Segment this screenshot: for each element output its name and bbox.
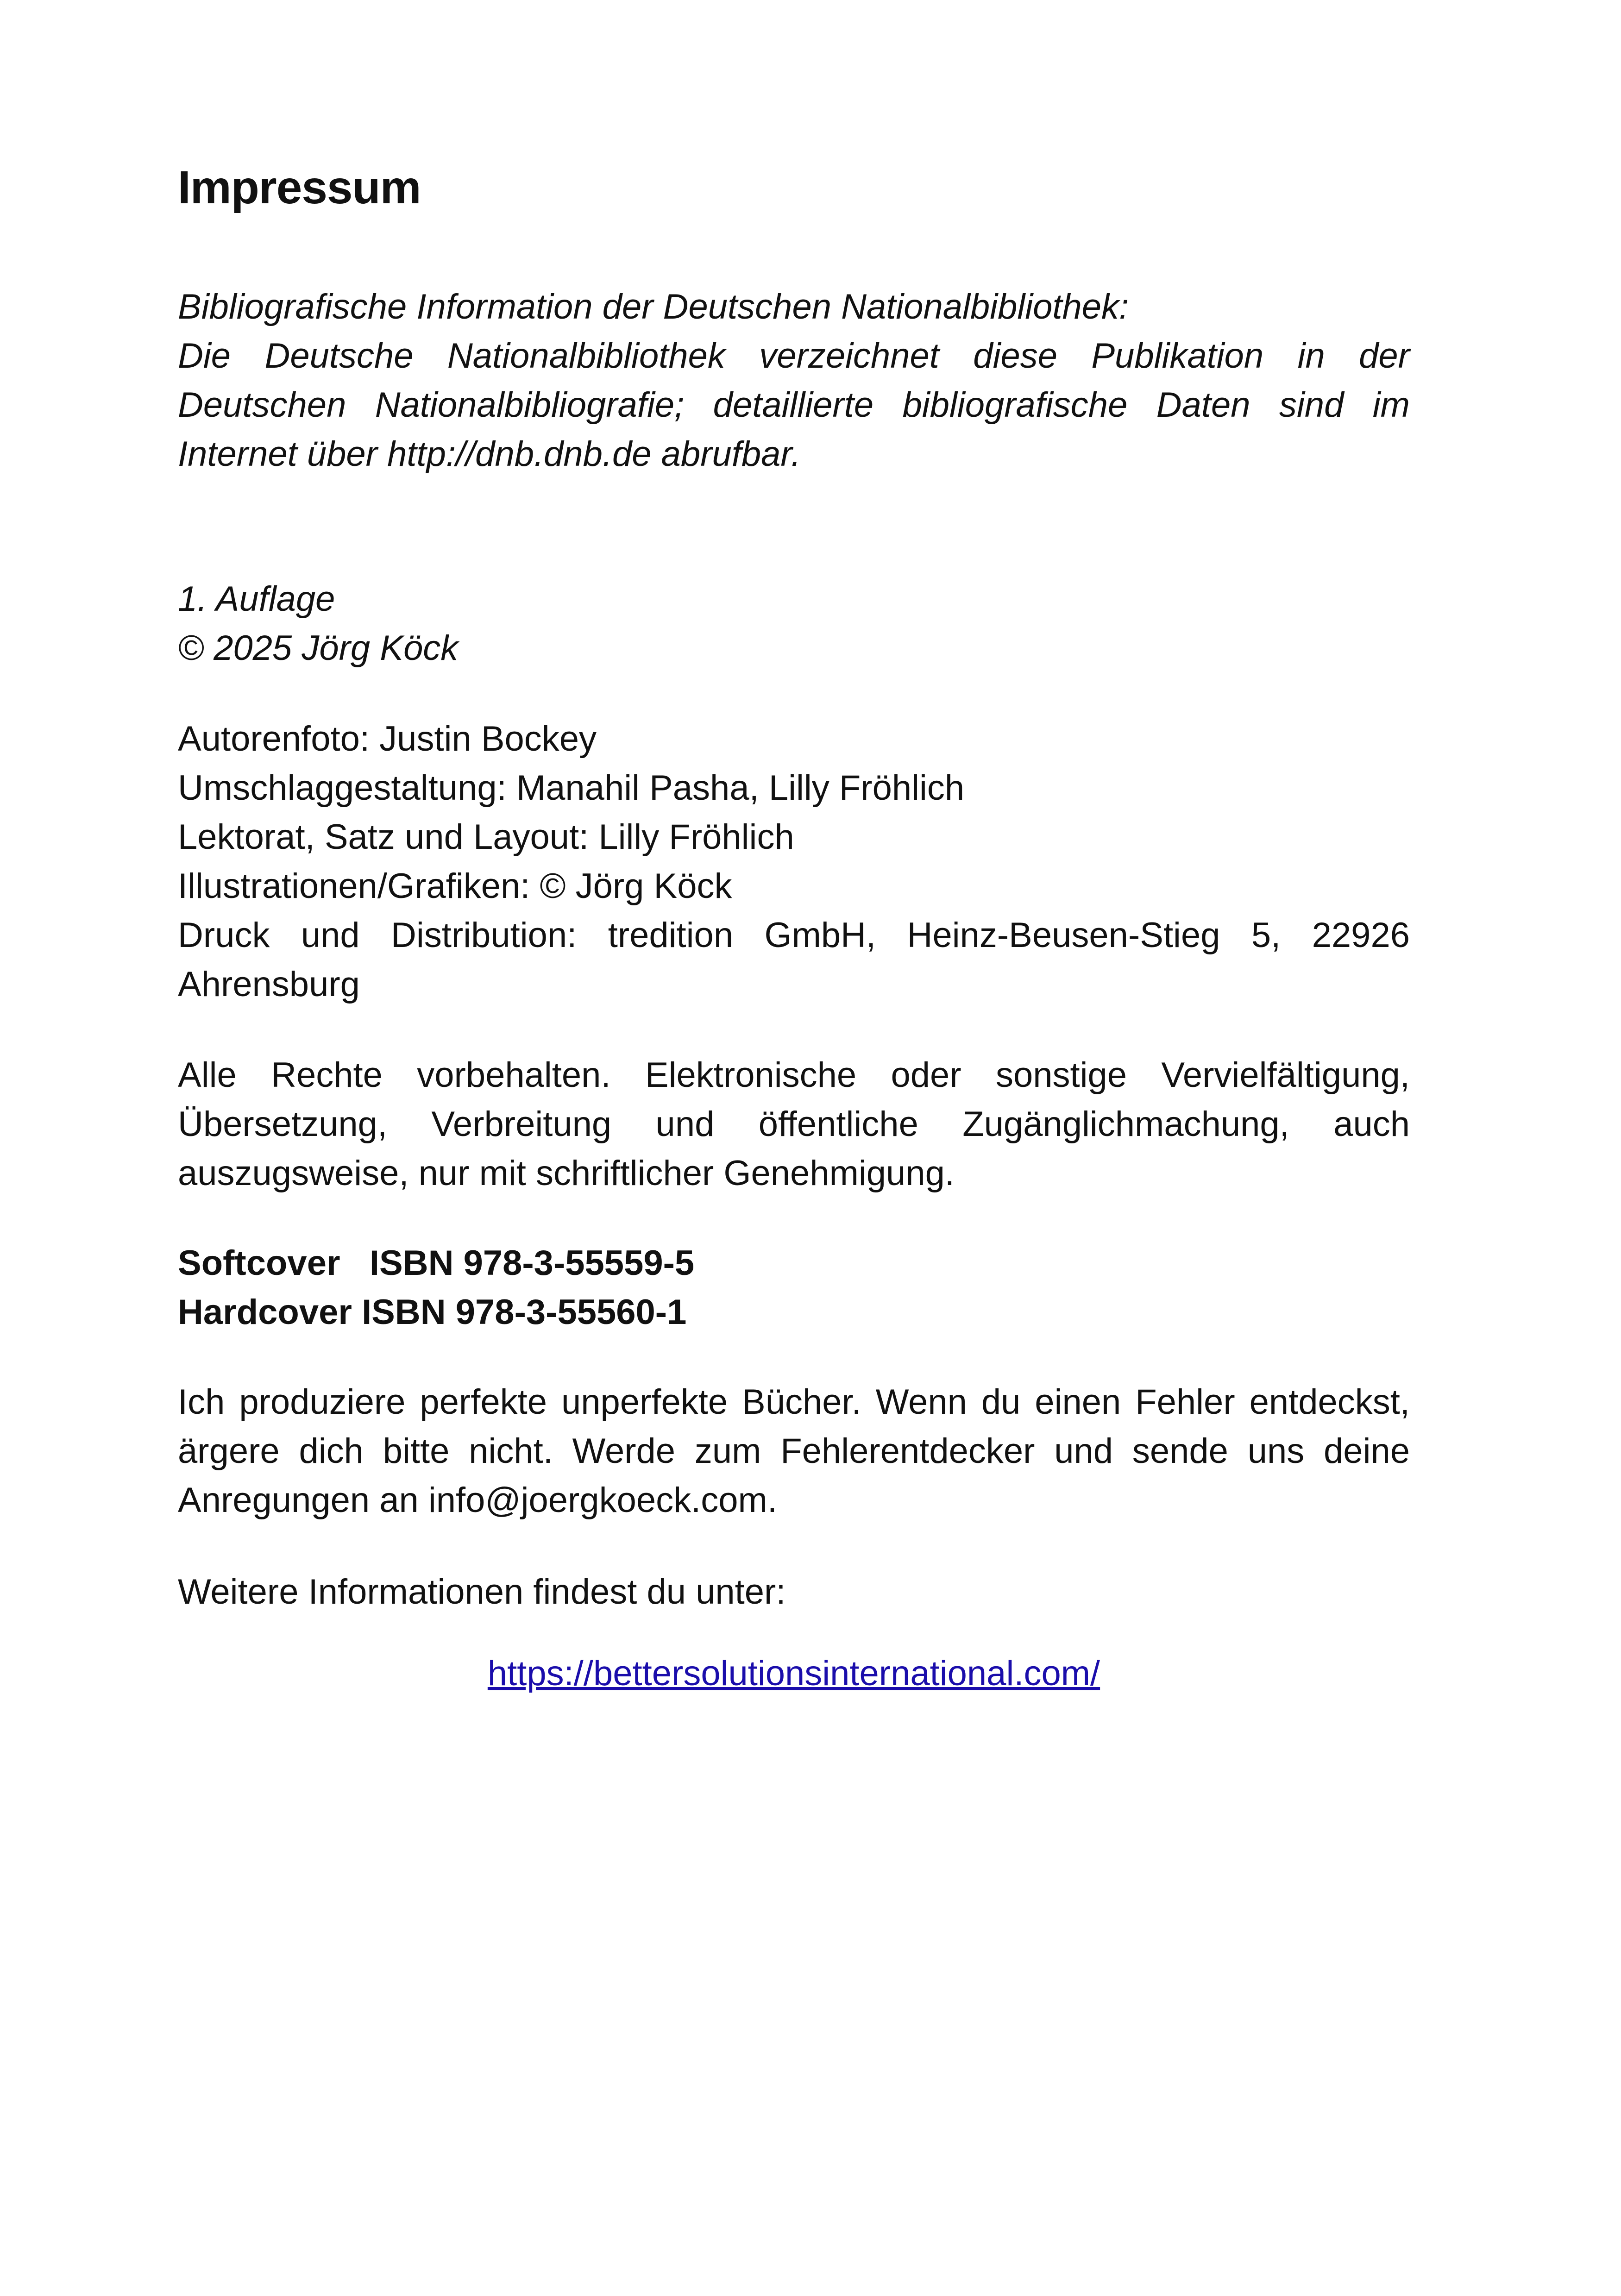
- website-link[interactable]: https://bettersolutionsinternational.com/: [487, 1654, 1100, 1693]
- edition-info: [178, 575, 1410, 673]
- credit-author-photo: Autorenfoto: Justin Bockey: [178, 719, 597, 759]
- page-title: Impressum: [178, 162, 421, 213]
- impressum-page: [178, 153, 1410, 1698]
- isbn-hardcover: Hardcover ISBN 978-3-55560-1: [178, 1292, 687, 1332]
- bibliographic-text: Die Deutsche Nationalbibliothek verzeichnet diese Publikation in der Deutschen Nationalbibliografie; detaillierte bibliografische Daten sind im Internet über http://dnb.dnb.de abrufbar.: [178, 336, 1410, 474]
- credit-illustrations: Illustrationen/Grafiken: © Jörg Köck: [178, 866, 732, 906]
- credit-cover-design: Umschlaggestaltung: Manahil Pasha, Lilly Fröhlich: [178, 768, 965, 808]
- bibliographic-info: [178, 282, 1410, 479]
- isbn-softcover: Softcover ISBN 978-3-55559-5: [178, 1243, 695, 1283]
- bibliographic-heading: Bibliografische Information der Deutschen Nationalbibliothek:: [178, 287, 1129, 326]
- edition-label: 1. Auflage: [178, 579, 335, 619]
- credit-editing-layout: Lektorat, Satz und Layout: Lilly Fröhlich: [178, 817, 794, 857]
- errors-note: Ich produziere perfekte unperfekte Bücher. Wenn du einen Fehler entdeckst, ärgere dich bitte nicht. Werde zum Fehlerentdecker und sende uns deine Anregungen an info@joergkoeck.com.: [178, 1382, 1410, 1520]
- website-link-container: [178, 1649, 1410, 1698]
- credits-list: [178, 715, 1410, 1009]
- more-info-text: Weitere Informationen findest du unter:: [178, 1572, 786, 1612]
- rights-notice: Alle Rechte vorbehalten. Elektronische oder sonstige Vervielfältigung, Übersetzung, Verbreitung und öffentliche Zugänglichmachung, auch auszugsweise, nur mit schriftlicher Genehmigung.: [178, 1055, 1410, 1193]
- copyright-line: © 2025 Jörg Köck: [178, 628, 459, 668]
- credit-print-distribution: Druck und Distribution: tredition GmbH, Heinz-Beusen-Stieg 5, 22926 Ahrensburg: [178, 916, 1410, 1004]
- isbn-block: [178, 1239, 1410, 1337]
